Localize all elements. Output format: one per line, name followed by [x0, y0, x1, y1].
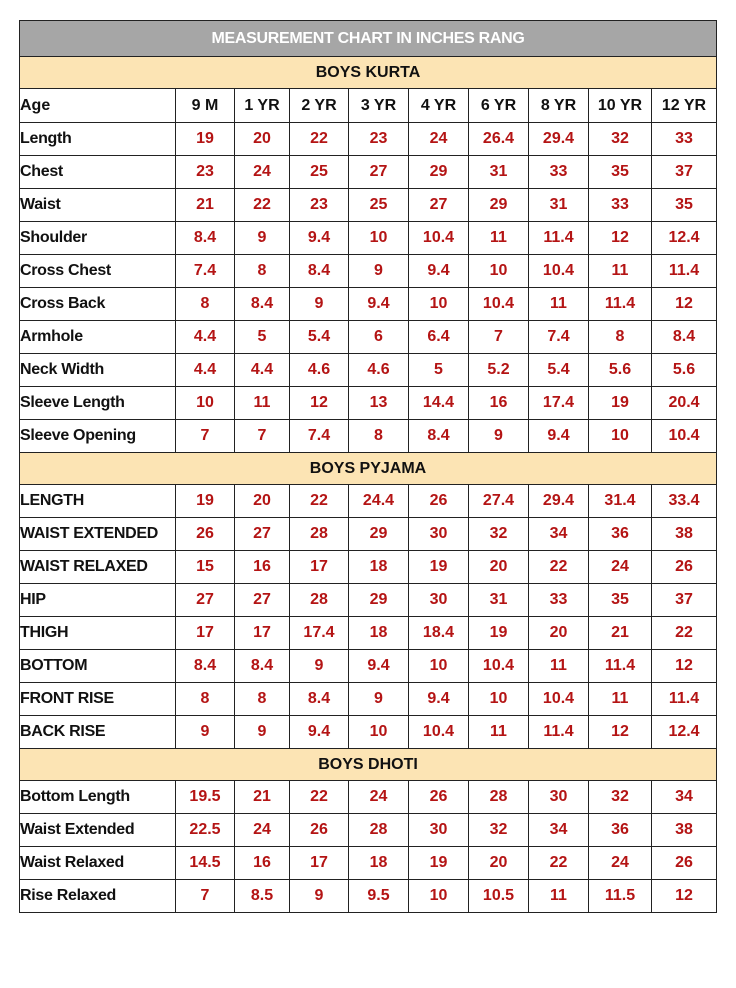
measurement-value: 26.4 [469, 123, 529, 156]
measurement-value: 9 [290, 650, 349, 683]
measurement-value: 29 [469, 189, 529, 222]
measurement-value: 35 [589, 584, 652, 617]
measurement-value: 8 [176, 288, 235, 321]
measurement-value: 19 [589, 387, 652, 420]
age-column-header: 6 YR [469, 89, 529, 123]
measurement-value: 20 [529, 617, 589, 650]
measurement-label: BOTTOM [20, 650, 176, 683]
table-row [20, 288, 717, 321]
measurement-value: 24 [235, 814, 290, 847]
measurement-label: Armhole [20, 321, 176, 354]
title-row [20, 21, 717, 57]
table-row [20, 781, 717, 814]
measurement-value: 17 [176, 617, 235, 650]
measurement-value: 36 [589, 518, 652, 551]
measurement-value: 24 [589, 551, 652, 584]
measurement-value: 10 [469, 255, 529, 288]
measurement-value: 9.4 [409, 683, 469, 716]
measurement-value: 17 [290, 847, 349, 880]
measurement-value: 10.5 [469, 880, 529, 913]
measurement-value: 7 [176, 880, 235, 913]
measurement-value: 7.4 [290, 420, 349, 453]
measurement-value: 5.6 [589, 354, 652, 387]
measurement-value: 10.4 [409, 222, 469, 255]
measurement-value: 20 [469, 847, 529, 880]
measurement-value: 23 [349, 123, 409, 156]
measurement-value: 19.5 [176, 781, 235, 814]
table-row [20, 880, 717, 913]
measurement-value: 22.5 [176, 814, 235, 847]
measurement-label: Cross Back [20, 288, 176, 321]
measurement-value: 27 [176, 584, 235, 617]
measurement-value: 10 [409, 650, 469, 683]
measurement-label: Waist Extended [20, 814, 176, 847]
measurement-value: 32 [469, 518, 529, 551]
measurement-value: 12.4 [652, 222, 717, 255]
measurement-value: 20 [235, 485, 290, 518]
measurement-label: LENGTH [20, 485, 176, 518]
measurement-value: 27 [409, 189, 469, 222]
measurement-value: 10.4 [469, 288, 529, 321]
section-header-boys-pyjama [20, 453, 717, 485]
measurement-value: 22 [290, 781, 349, 814]
measurement-value: 5.4 [529, 354, 589, 387]
measurement-value: 9 [469, 420, 529, 453]
measurement-value: 17.4 [529, 387, 589, 420]
measurement-value: 18 [349, 551, 409, 584]
measurement-value: 24 [409, 123, 469, 156]
measurement-value: 34 [529, 518, 589, 551]
measurement-value: 8.4 [290, 255, 349, 288]
section-header-boys-dhoti [20, 749, 717, 781]
measurement-value: 4.4 [235, 354, 290, 387]
table-row [20, 617, 717, 650]
measurement-value: 28 [349, 814, 409, 847]
measurement-value: 20 [235, 123, 290, 156]
table-row [20, 650, 717, 683]
measurement-value: 8 [235, 255, 290, 288]
measurement-label: Sleeve Length [20, 387, 176, 420]
measurement-value: 11.4 [529, 716, 589, 749]
measurement-value: 9.4 [349, 288, 409, 321]
measurement-value: 26 [409, 781, 469, 814]
measurement-value: 27 [235, 584, 290, 617]
measurement-value: 28 [469, 781, 529, 814]
age-header-row [20, 89, 717, 123]
measurement-chart-table [19, 20, 717, 913]
measurement-value: 25 [349, 189, 409, 222]
section-header-boys-kurta [20, 57, 717, 89]
measurement-value: 11.4 [589, 288, 652, 321]
measurement-value: 12.4 [652, 716, 717, 749]
age-column-header: 12 YR [652, 89, 717, 123]
measurement-value: 11 [529, 288, 589, 321]
measurement-value: 9 [290, 288, 349, 321]
measurement-value: 8.4 [652, 321, 717, 354]
measurement-value: 26 [409, 485, 469, 518]
measurement-value: 11.4 [589, 650, 652, 683]
measurement-label: Chest [20, 156, 176, 189]
measurement-value: 19 [409, 551, 469, 584]
measurement-value: 9 [349, 255, 409, 288]
measurement-value: 19 [176, 123, 235, 156]
measurement-label: FRONT RISE [20, 683, 176, 716]
measurement-value: 8.4 [235, 650, 290, 683]
table-row [20, 518, 717, 551]
measurement-label: WAIST EXTENDED [20, 518, 176, 551]
measurement-value: 10.4 [529, 255, 589, 288]
measurement-value: 21 [176, 189, 235, 222]
age-column-header: 4 YR [409, 89, 469, 123]
measurement-value: 7 [469, 321, 529, 354]
table-row [20, 321, 717, 354]
table-row [20, 551, 717, 584]
measurement-value: 6.4 [409, 321, 469, 354]
measurement-value: 13 [349, 387, 409, 420]
measurement-value: 19 [469, 617, 529, 650]
measurement-value: 38 [652, 814, 717, 847]
measurement-value: 12 [652, 880, 717, 913]
measurement-value: 9 [235, 716, 290, 749]
measurement-value: 9.4 [349, 650, 409, 683]
measurement-value: 20 [469, 551, 529, 584]
measurement-value: 36 [589, 814, 652, 847]
age-label: Age [20, 89, 176, 123]
measurement-value: 15 [176, 551, 235, 584]
section-title: BOYS DHOTI [20, 749, 717, 781]
measurement-value: 12 [290, 387, 349, 420]
measurement-value: 33 [529, 156, 589, 189]
table-row [20, 716, 717, 749]
table-row [20, 255, 717, 288]
measurement-value: 5 [409, 354, 469, 387]
measurement-value: 5.6 [652, 354, 717, 387]
measurement-value: 11 [529, 880, 589, 913]
age-column-header: 3 YR [349, 89, 409, 123]
measurement-value: 12 [589, 716, 652, 749]
table-row [20, 354, 717, 387]
measurement-value: 10 [589, 420, 652, 453]
measurement-value: 24 [349, 781, 409, 814]
measurement-value: 8 [176, 683, 235, 716]
measurement-value: 6 [349, 321, 409, 354]
table-row [20, 222, 717, 255]
measurement-value: 38 [652, 518, 717, 551]
measurement-label: Length [20, 123, 176, 156]
measurement-value: 16 [469, 387, 529, 420]
measurement-value: 5.2 [469, 354, 529, 387]
table-row [20, 485, 717, 518]
measurement-value: 7.4 [176, 255, 235, 288]
measurement-value: 9 [176, 716, 235, 749]
measurement-label: Bottom Length [20, 781, 176, 814]
measurement-value: 27.4 [469, 485, 529, 518]
measurement-value: 20.4 [652, 387, 717, 420]
table-row [20, 156, 717, 189]
chart-title: MEASUREMENT CHART IN INCHES RANG [20, 21, 717, 57]
measurement-value: 29 [409, 156, 469, 189]
measurement-value: 28 [290, 584, 349, 617]
measurement-value: 8 [589, 321, 652, 354]
measurement-value: 22 [652, 617, 717, 650]
measurement-value: 32 [589, 123, 652, 156]
measurement-value: 33.4 [652, 485, 717, 518]
measurement-value: 11 [589, 255, 652, 288]
measurement-value: 18.4 [409, 617, 469, 650]
measurement-value: 22 [529, 847, 589, 880]
measurement-value: 28 [290, 518, 349, 551]
measurement-value: 22 [290, 485, 349, 518]
measurement-value: 10.4 [469, 650, 529, 683]
measurement-value: 12 [652, 288, 717, 321]
measurement-label: Neck Width [20, 354, 176, 387]
measurement-value: 31.4 [589, 485, 652, 518]
measurement-value: 31 [469, 584, 529, 617]
measurement-value: 14.4 [409, 387, 469, 420]
measurement-value: 26 [652, 551, 717, 584]
measurement-value: 22 [290, 123, 349, 156]
measurement-value: 33 [529, 584, 589, 617]
measurement-value: 10 [409, 288, 469, 321]
measurement-value: 33 [589, 189, 652, 222]
measurement-label: Waist Relaxed [20, 847, 176, 880]
measurement-value: 32 [589, 781, 652, 814]
measurement-value: 10.4 [529, 683, 589, 716]
measurement-value: 19 [409, 847, 469, 880]
table-row [20, 584, 717, 617]
measurement-value: 12 [652, 650, 717, 683]
measurement-value: 8.4 [176, 650, 235, 683]
measurement-value: 33 [652, 123, 717, 156]
measurement-value: 11 [469, 222, 529, 255]
measurement-value: 17.4 [290, 617, 349, 650]
measurement-label: Rise Relaxed [20, 880, 176, 913]
measurement-value: 37 [652, 156, 717, 189]
measurement-value: 11.4 [529, 222, 589, 255]
measurement-value: 10 [176, 387, 235, 420]
measurement-value: 27 [235, 518, 290, 551]
measurement-value: 30 [529, 781, 589, 814]
measurement-value: 21 [235, 781, 290, 814]
table-row [20, 814, 717, 847]
age-column-header: 10 YR [589, 89, 652, 123]
table-row [20, 387, 717, 420]
measurement-value: 22 [529, 551, 589, 584]
measurement-value: 11.5 [589, 880, 652, 913]
measurement-value: 9.4 [290, 222, 349, 255]
measurement-value: 27 [349, 156, 409, 189]
measurement-value: 8.5 [235, 880, 290, 913]
measurement-value: 8.4 [290, 683, 349, 716]
measurement-value: 9.4 [409, 255, 469, 288]
measurement-value: 11 [235, 387, 290, 420]
measurement-value: 8.4 [409, 420, 469, 453]
measurement-label: THIGH [20, 617, 176, 650]
measurement-label: Sleeve Opening [20, 420, 176, 453]
measurement-value: 31 [469, 156, 529, 189]
measurement-value: 32 [469, 814, 529, 847]
measurement-value: 35 [652, 189, 717, 222]
measurement-value: 34 [652, 781, 717, 814]
measurement-value: 8 [235, 683, 290, 716]
measurement-value: 29 [349, 518, 409, 551]
measurement-value: 24.4 [349, 485, 409, 518]
measurement-value: 29.4 [529, 485, 589, 518]
measurement-label: HIP [20, 584, 176, 617]
measurement-value: 5.4 [290, 321, 349, 354]
measurement-value: 4.6 [290, 354, 349, 387]
table-row [20, 420, 717, 453]
measurement-value: 37 [652, 584, 717, 617]
measurement-value: 10 [349, 716, 409, 749]
section-title: BOYS PYJAMA [20, 453, 717, 485]
measurement-value: 18 [349, 847, 409, 880]
measurement-value: 8.4 [176, 222, 235, 255]
measurement-label: WAIST RELAXED [20, 551, 176, 584]
age-column-header: 8 YR [529, 89, 589, 123]
measurement-value: 26 [290, 814, 349, 847]
measurement-value: 30 [409, 584, 469, 617]
measurement-value: 34 [529, 814, 589, 847]
measurement-value: 10.4 [409, 716, 469, 749]
measurement-value: 10.4 [652, 420, 717, 453]
measurement-value: 9.5 [349, 880, 409, 913]
measurement-value: 7.4 [529, 321, 589, 354]
measurement-value: 10 [409, 880, 469, 913]
measurement-value: 9 [235, 222, 290, 255]
measurement-value: 17 [235, 617, 290, 650]
measurement-value: 35 [589, 156, 652, 189]
table-row [20, 683, 717, 716]
age-column-header: 1 YR [235, 89, 290, 123]
measurement-label: BACK RISE [20, 716, 176, 749]
measurement-value: 4.4 [176, 354, 235, 387]
measurement-value: 24 [235, 156, 290, 189]
measurement-value: 26 [652, 847, 717, 880]
measurement-value: 8.4 [235, 288, 290, 321]
measurement-label: Cross Chest [20, 255, 176, 288]
measurement-value: 11 [589, 683, 652, 716]
measurement-value: 19 [176, 485, 235, 518]
measurement-value: 26 [176, 518, 235, 551]
measurement-value: 18 [349, 617, 409, 650]
measurement-value: 29 [349, 584, 409, 617]
measurement-value: 16 [235, 847, 290, 880]
measurement-value: 17 [290, 551, 349, 584]
measurement-value: 11 [469, 716, 529, 749]
table-row [20, 123, 717, 156]
measurement-value: 29.4 [529, 123, 589, 156]
measurement-value: 4.4 [176, 321, 235, 354]
measurement-label: Waist [20, 189, 176, 222]
table-row [20, 189, 717, 222]
measurement-value: 14.5 [176, 847, 235, 880]
measurement-value: 7 [176, 420, 235, 453]
measurement-value: 4.6 [349, 354, 409, 387]
measurement-value: 30 [409, 518, 469, 551]
measurement-value: 30 [409, 814, 469, 847]
measurement-value: 23 [176, 156, 235, 189]
measurement-value: 12 [589, 222, 652, 255]
measurement-value: 21 [589, 617, 652, 650]
measurement-value: 22 [235, 189, 290, 222]
measurement-value: 16 [235, 551, 290, 584]
measurement-value: 11 [529, 650, 589, 683]
measurement-value: 31 [529, 189, 589, 222]
measurement-label: Shoulder [20, 222, 176, 255]
measurement-value: 9 [349, 683, 409, 716]
table-row [20, 847, 717, 880]
measurement-value: 9.4 [290, 716, 349, 749]
measurement-value: 24 [589, 847, 652, 880]
section-title: BOYS KURTA [20, 57, 717, 89]
measurement-value: 10 [469, 683, 529, 716]
measurement-value: 7 [235, 420, 290, 453]
measurement-value: 10 [349, 222, 409, 255]
measurement-value: 11.4 [652, 683, 717, 716]
measurement-value: 5 [235, 321, 290, 354]
measurement-value: 11.4 [652, 255, 717, 288]
age-column-header: 9 M [176, 89, 235, 123]
measurement-value: 23 [290, 189, 349, 222]
measurement-value: 25 [290, 156, 349, 189]
measurement-value: 9.4 [529, 420, 589, 453]
measurement-value: 8 [349, 420, 409, 453]
age-column-header: 2 YR [290, 89, 349, 123]
measurement-value: 9 [290, 880, 349, 913]
